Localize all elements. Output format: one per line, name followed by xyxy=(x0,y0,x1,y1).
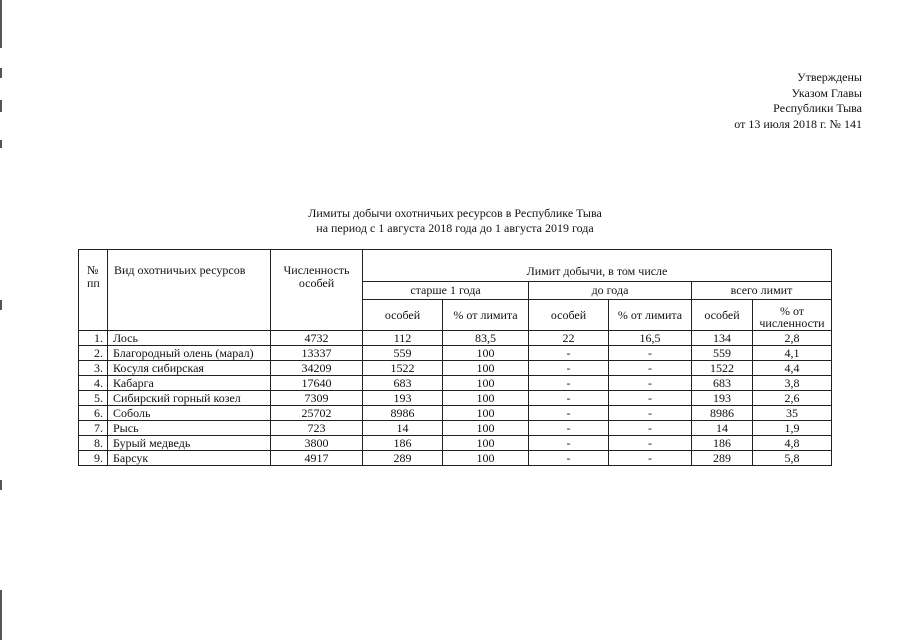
row-older-count: 193 xyxy=(363,391,443,406)
row-total-pct: 35 xyxy=(753,406,832,421)
row-young-pct: - xyxy=(609,376,692,391)
row-species: Благородный олень (марал) xyxy=(108,346,271,361)
row-population: 25702 xyxy=(271,406,363,421)
header-number: № пп xyxy=(79,250,108,331)
row-young-count: 22 xyxy=(529,331,609,346)
row-young-pct: - xyxy=(609,451,692,466)
row-population: 13337 xyxy=(271,346,363,361)
row-young-pct: 16,5 xyxy=(609,331,692,346)
row-species: Бурый медведь xyxy=(108,436,271,451)
row-young-pct: - xyxy=(609,391,692,406)
row-total-count: 186 xyxy=(692,436,753,451)
table-row xyxy=(79,331,832,346)
header-total-pct: % от численности xyxy=(753,300,832,331)
row-young-count: - xyxy=(529,406,609,421)
row-number: 7. xyxy=(79,421,108,436)
row-older-count: 186 xyxy=(363,436,443,451)
row-young-count: - xyxy=(529,391,609,406)
row-population: 7309 xyxy=(271,391,363,406)
row-population: 17640 xyxy=(271,376,363,391)
header-limit: Лимит добычи, в том числе xyxy=(363,250,832,282)
row-population: 4917 xyxy=(271,451,363,466)
approval-line: Утверждены xyxy=(797,70,862,84)
header-population: Численность особей xyxy=(271,250,363,331)
header-older-count: особей xyxy=(363,300,443,331)
row-older-pct: 100 xyxy=(443,436,529,451)
document-title xyxy=(230,206,680,236)
row-species: Кабарга xyxy=(108,376,271,391)
hunting-limits-table xyxy=(78,249,832,466)
approval-line: Республики Тыва xyxy=(773,101,862,115)
row-species: Сибирский горный козел xyxy=(108,391,271,406)
row-total-pct: 1,9 xyxy=(753,421,832,436)
row-older-pct: 100 xyxy=(443,451,529,466)
row-total-pct: 4,8 xyxy=(753,436,832,451)
row-older-pct: 83,5 xyxy=(443,331,529,346)
header-young-count: особей xyxy=(529,300,609,331)
row-species: Лось xyxy=(108,331,271,346)
row-number: 5. xyxy=(79,391,108,406)
row-older-count: 559 xyxy=(363,346,443,361)
row-number: 6. xyxy=(79,406,108,421)
row-population: 34209 xyxy=(271,361,363,376)
row-older-count: 8986 xyxy=(363,406,443,421)
row-total-count: 1522 xyxy=(692,361,753,376)
row-total-count: 683 xyxy=(692,376,753,391)
table-row xyxy=(79,346,832,361)
header-group-older: старше 1 года xyxy=(363,282,529,300)
header-group-total: всего лимит xyxy=(692,282,832,300)
row-young-count: - xyxy=(529,436,609,451)
row-young-pct: - xyxy=(609,361,692,376)
row-number: 3. xyxy=(79,361,108,376)
row-species: Барсук xyxy=(108,451,271,466)
table-row xyxy=(79,436,832,451)
row-species: Косуля сибирская xyxy=(108,361,271,376)
row-young-pct: - xyxy=(609,406,692,421)
row-number: 9. xyxy=(79,451,108,466)
row-total-count: 559 xyxy=(692,346,753,361)
row-population: 3800 xyxy=(271,436,363,451)
table-row xyxy=(79,376,832,391)
row-population: 723 xyxy=(271,421,363,436)
header-young-pct: % от лимита xyxy=(609,300,692,331)
row-total-count: 14 xyxy=(692,421,753,436)
row-species: Рысь xyxy=(108,421,271,436)
row-older-pct: 100 xyxy=(443,406,529,421)
approval-line: Указом Главы xyxy=(791,85,862,100)
row-young-pct: - xyxy=(609,436,692,451)
row-older-count: 14 xyxy=(363,421,443,436)
row-young-pct: - xyxy=(609,346,692,361)
row-number: 1. xyxy=(79,331,108,346)
row-total-pct: 2,6 xyxy=(753,391,832,406)
approval-date-line: от 13 июля 2018 г. № 141 xyxy=(734,116,862,131)
row-total-count: 134 xyxy=(692,331,753,346)
header-group-young: до года xyxy=(529,282,692,300)
row-number: 8. xyxy=(79,436,108,451)
row-total-pct: 2,8 xyxy=(753,331,832,346)
table-row xyxy=(79,421,832,436)
table-row xyxy=(79,406,832,421)
row-older-pct: 100 xyxy=(443,376,529,391)
header-species: Вид охотничьих ресурсов xyxy=(108,250,271,331)
table-row xyxy=(79,361,832,376)
row-total-count: 8986 xyxy=(692,406,753,421)
row-total-count: 193 xyxy=(692,391,753,406)
document-title-line: Лимиты добычи охотничьих ресурсов в Республике Тыва xyxy=(308,206,602,220)
row-young-count: - xyxy=(529,451,609,466)
row-older-pct: 100 xyxy=(443,421,529,436)
approval-stamp-block xyxy=(734,70,862,132)
row-number: 4. xyxy=(79,376,108,391)
row-total-pct: 4,1 xyxy=(753,346,832,361)
row-older-pct: 100 xyxy=(443,346,529,361)
row-young-pct: - xyxy=(609,421,692,436)
row-total-pct: 5,8 xyxy=(753,451,832,466)
row-older-count: 683 xyxy=(363,376,443,391)
row-total-count: 289 xyxy=(692,451,753,466)
row-total-pct: 4,4 xyxy=(753,361,832,376)
row-young-count: - xyxy=(529,376,609,391)
row-number: 2. xyxy=(79,346,108,361)
row-total-pct: 3,8 xyxy=(753,376,832,391)
row-older-count: 289 xyxy=(363,451,443,466)
header-older-pct: % от лимита xyxy=(443,300,529,331)
row-species: Соболь xyxy=(108,406,271,421)
table-row xyxy=(79,451,832,466)
row-older-pct: 100 xyxy=(443,391,529,406)
header-total-count: особей xyxy=(692,300,753,331)
table-body xyxy=(79,331,832,466)
row-older-count: 1522 xyxy=(363,361,443,376)
table-row xyxy=(79,391,832,406)
scan-margin-marks xyxy=(0,0,3,640)
row-older-pct: 100 xyxy=(443,361,529,376)
row-young-count: - xyxy=(529,421,609,436)
row-population: 4732 xyxy=(271,331,363,346)
document-title-line: на период с 1 августа 2018 года до 1 августа 2019 года xyxy=(316,221,594,235)
table-header xyxy=(79,250,832,331)
row-young-count: - xyxy=(529,346,609,361)
row-young-count: - xyxy=(529,361,609,376)
row-older-count: 112 xyxy=(363,331,443,346)
